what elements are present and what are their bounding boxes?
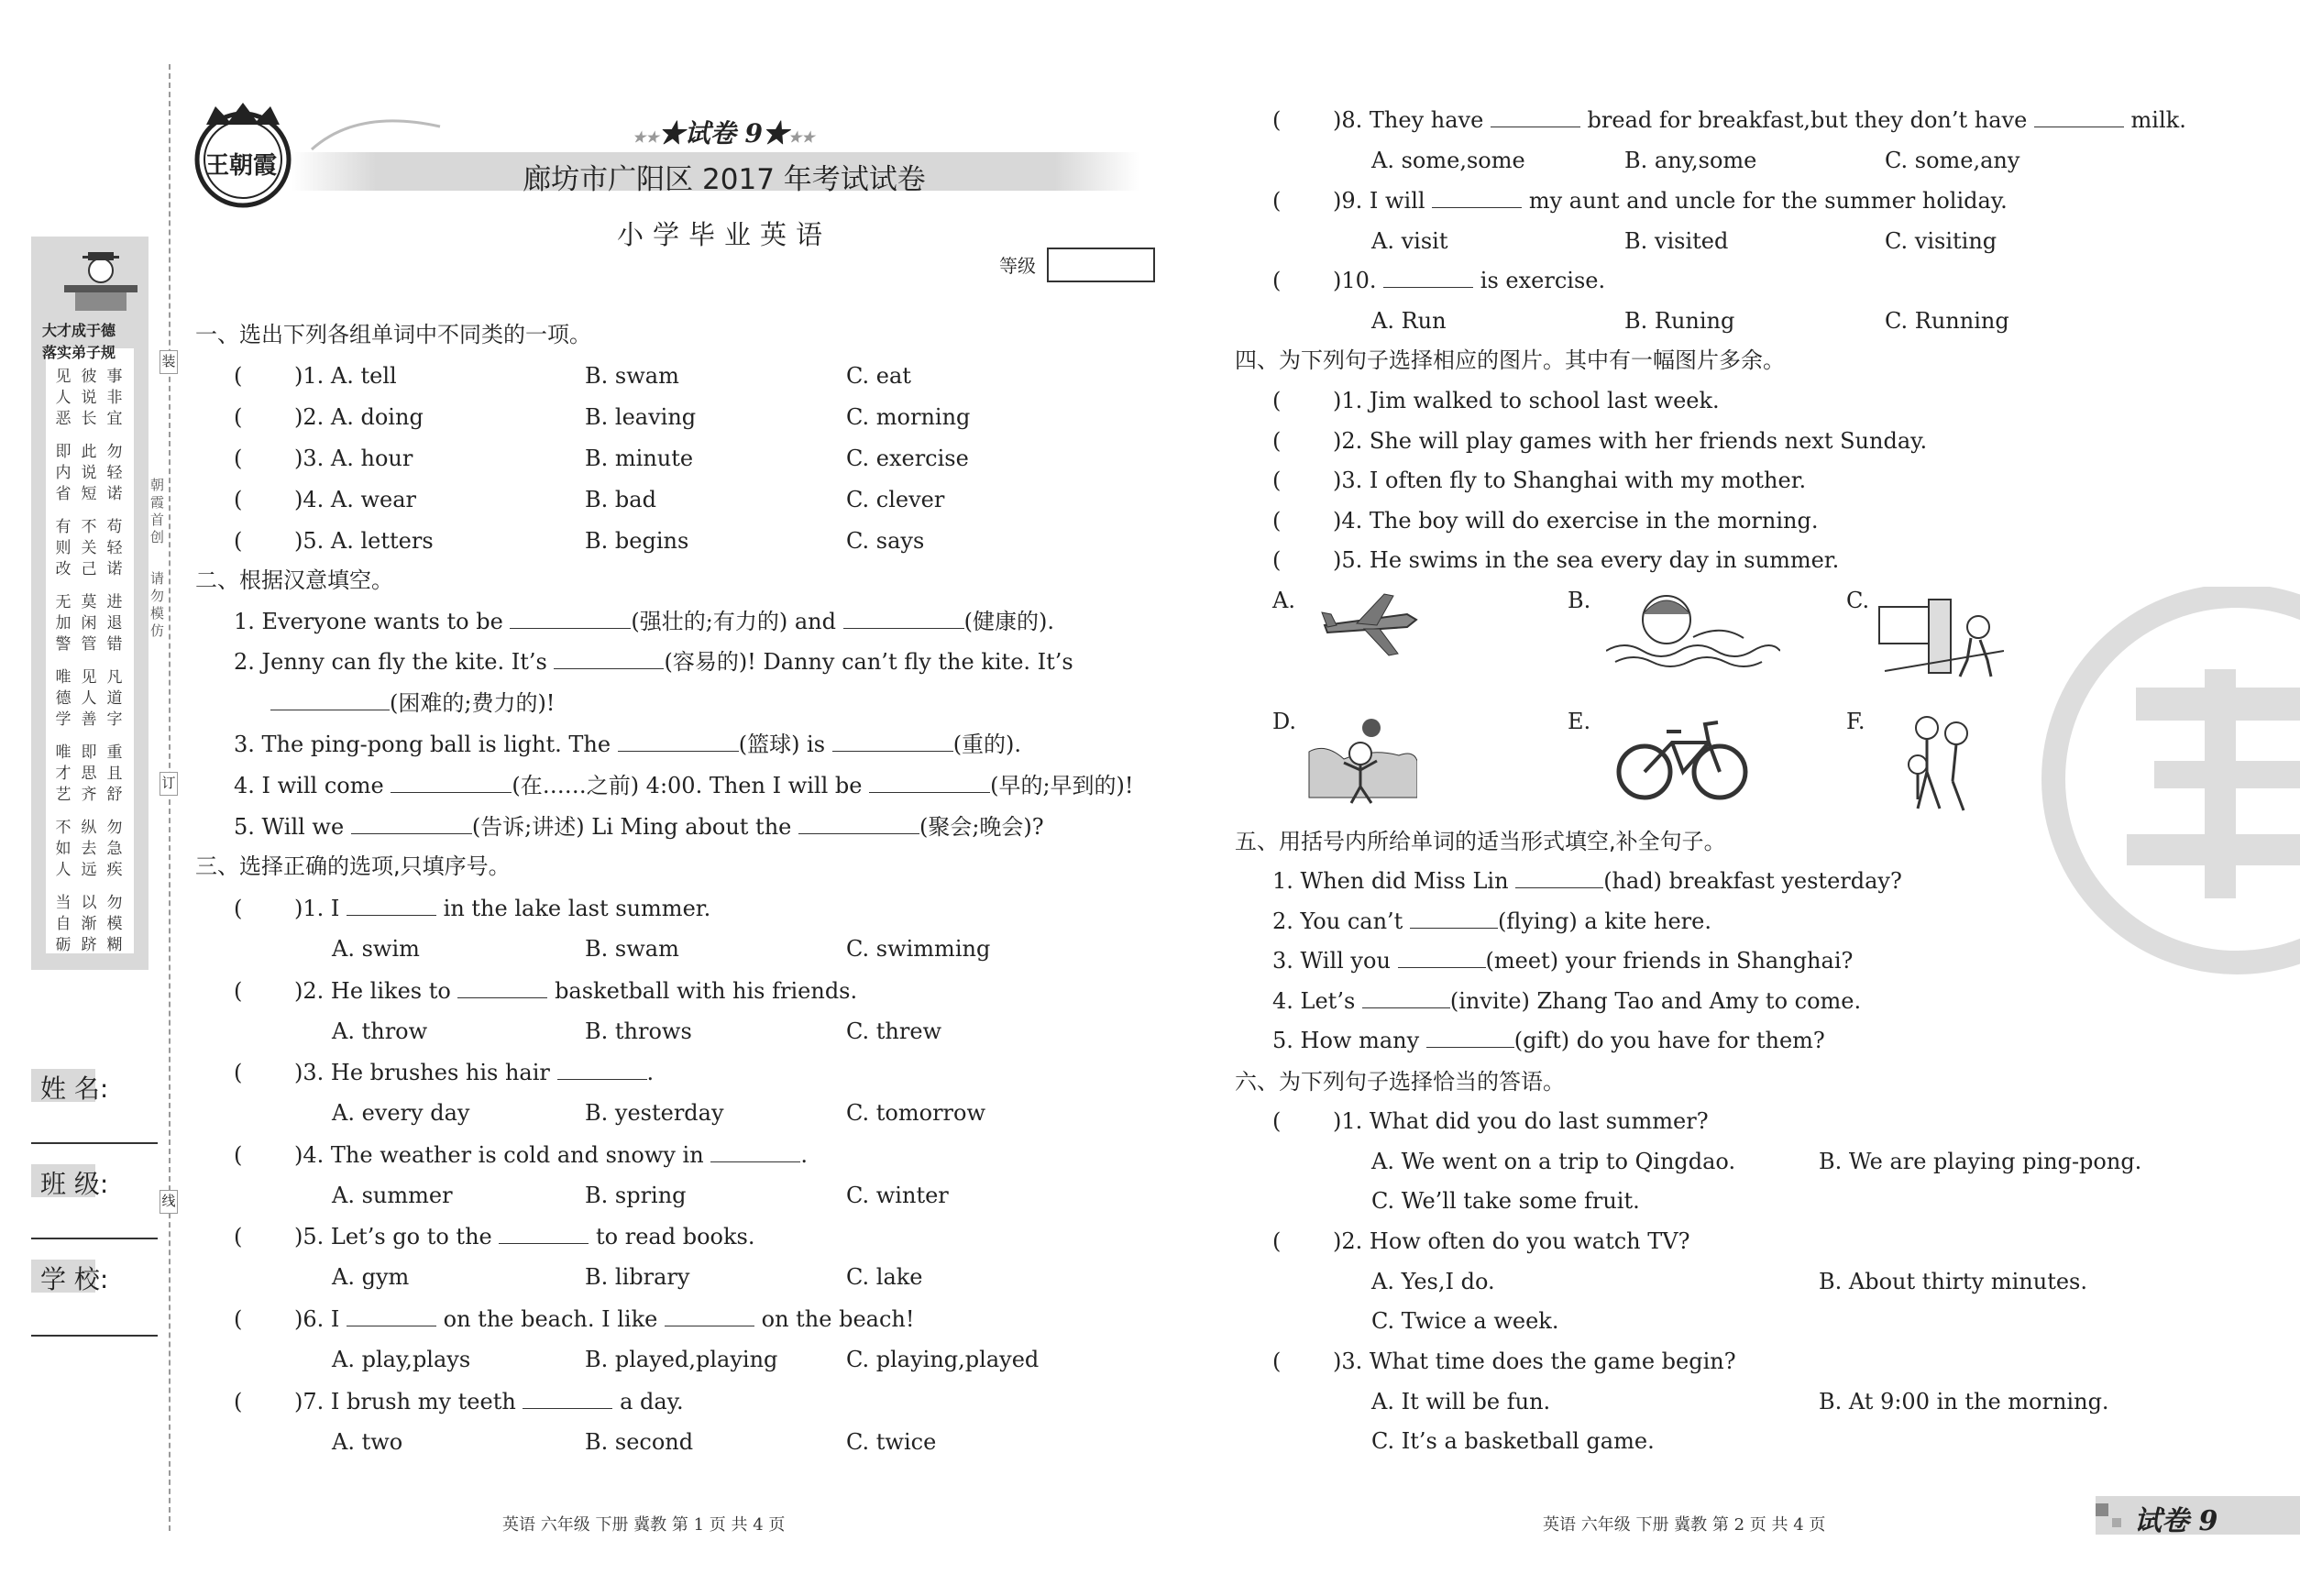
motto-column: 莫闲管 — [81, 593, 97, 654]
option-a: A. It will be fun. — [1371, 1389, 1551, 1414]
question-text: )1. What did you do last summer? — [1333, 1108, 1709, 1134]
option-c: C. morning — [846, 404, 971, 430]
answer-blank[interactable] — [499, 1223, 589, 1244]
section-5-heading: 五、用括号内所给单词的适当形式填空,补全句子。 — [1235, 829, 1726, 854]
bicycle-picture-icon — [1613, 706, 1751, 807]
option-a: A. play,plays — [332, 1347, 471, 1372]
option-c: C. Running — [1885, 308, 2009, 334]
option-b: B. At 9:00 in the morning. — [1819, 1389, 2109, 1414]
answer-paren[interactable]: ( — [234, 487, 243, 512]
option-a: A. visit — [1371, 227, 1448, 254]
answer-blank[interactable] — [1383, 267, 1473, 288]
question-text: to read books. — [589, 1224, 755, 1250]
exam-title: 廊坊市广阳区 2017 年考试试卷 — [523, 163, 926, 196]
question-text: They have — [1369, 107, 1491, 133]
answer-blank[interactable] — [510, 608, 631, 629]
motto-column: 唯德学 — [55, 668, 72, 729]
school-input-line[interactable] — [31, 1335, 158, 1337]
fill-sentence-2: 2. Jenny can fly the kite. It’s (容易的)! Danny can’t fly the kite. It’s — [234, 649, 1073, 675]
option-c: C. It’s a basketball game. — [1371, 1428, 1655, 1454]
secret-seal-watermark-icon — [2026, 587, 2300, 1008]
option-b: B. begins — [585, 528, 689, 554]
answer-blank[interactable] — [1491, 106, 1580, 127]
footer-left: 英语 六年级 下册 冀教 第 1 页 共 4 页 — [502, 1515, 786, 1535]
option-a: A. Run — [1371, 308, 1447, 334]
answer-blank[interactable] — [347, 1305, 436, 1326]
question-number: )5. — [294, 1224, 325, 1250]
motto-column: 勿轻诺 — [106, 443, 123, 503]
question-text: )1. Jim walked to school last week. — [1333, 388, 1720, 413]
motto-line-2: 落实弟子规 — [42, 344, 116, 361]
motto-column: 见人善 — [81, 668, 97, 729]
fill-sentence — [1272, 947, 1853, 974]
answer-paren[interactable]: ( — [1272, 187, 1282, 214]
question-number: )4. — [294, 1141, 325, 1168]
section-6-heading: 六、为下列句子选择恰当的答语。 — [1235, 1069, 1565, 1095]
ribbon-ornament-icon — [303, 99, 449, 154]
motto-column: 纵去远 — [81, 819, 97, 879]
question-text: (had) breakfast yesterday? — [1603, 868, 1902, 894]
motto-column: 勿急疾 — [106, 819, 123, 879]
option-b: B. library — [585, 1264, 690, 1291]
answer-paren[interactable]: ( — [234, 1224, 243, 1250]
answer-blank[interactable] — [391, 772, 512, 793]
question-text: bread for breakfast,but they don’t have — [1579, 107, 2034, 133]
question-number: )10. — [1333, 268, 1377, 293]
section-1-heading: 一、选出下列各组单词中不同类的一项。 — [195, 322, 591, 347]
question-number: )3. — [294, 446, 325, 471]
question-text: )5. He swims in the sea every day in summer. — [1333, 547, 1840, 574]
fill-sentence — [1272, 867, 1902, 895]
swimmer-picture-icon — [1606, 587, 1780, 669]
question-row — [234, 1305, 915, 1333]
option-b: B. yesterday — [585, 1100, 724, 1127]
section-4-heading: 四、为下列句子选择相应的图片。其中有一幅图片多余。 — [1235, 347, 1785, 373]
motto-column: 有则改 — [55, 518, 72, 578]
motto-column: 唯才艺 — [55, 743, 72, 804]
question-text: (gift) do you have for them? — [1513, 1028, 1825, 1054]
answer-paren[interactable]: ( — [234, 896, 243, 921]
class-label: 班 级: — [40, 1169, 109, 1199]
motto-column: 不关己 — [81, 518, 97, 578]
question-row — [1272, 507, 1818, 534]
question-row — [1272, 387, 1720, 414]
answer-blank[interactable] — [1515, 867, 1603, 888]
question-row — [234, 1223, 754, 1250]
option-b: B. leaving — [585, 404, 697, 430]
question-row — [1272, 546, 1839, 574]
answer-blank[interactable] — [2034, 106, 2124, 127]
answer-paren[interactable]: ( — [1272, 507, 1282, 534]
answer-blank[interactable] — [351, 813, 472, 834]
answer-paren[interactable]: ( — [1272, 547, 1282, 574]
question-number: )2. — [294, 404, 325, 430]
answer-blank[interactable] — [1398, 947, 1486, 968]
option-c: C. lake — [846, 1264, 923, 1291]
option-c: C. says — [846, 528, 925, 554]
pic-label-f: F. — [1846, 709, 1865, 734]
name-input-line[interactable] — [31, 1142, 158, 1144]
motto-column: 事非宜 — [106, 368, 123, 428]
motto-column: 以渐跻 — [81, 894, 97, 954]
scholar-illustration-icon — [55, 243, 147, 316]
question-number: )4. — [294, 487, 325, 512]
motto-column: 不如人 — [55, 819, 72, 879]
grade-label: 等级 — [999, 255, 1036, 277]
option-b: B. Runing — [1624, 308, 1735, 334]
option-a: A. every day — [332, 1100, 470, 1127]
question-text: 1. When did Miss Lin — [1272, 868, 1516, 894]
question-text: )4. The boy will do exercise in the morning. — [1333, 507, 1819, 534]
answer-paren[interactable]: ( — [1272, 388, 1282, 413]
exercise-picture-icon — [1307, 715, 1417, 807]
question-text: 2. You can’t — [1272, 908, 1410, 934]
option-c: C. Twice a week. — [1371, 1308, 1559, 1334]
question-text: is exercise. — [1473, 268, 1606, 293]
motto-column: 苟轻诺 — [106, 518, 123, 578]
fill-sentence — [1272, 987, 1861, 1015]
seal-label: 装 — [160, 350, 178, 374]
footer-paper-tag: 试卷 9 — [2134, 1505, 2218, 1537]
option-b: B. About thirty minutes. — [1819, 1269, 2087, 1294]
question-text: )3. I often fly to Shanghai with my mother. — [1333, 468, 1807, 494]
motto-column: 此说短 — [81, 443, 97, 503]
option-b: B. throws — [585, 1018, 692, 1044]
answer-blank[interactable] — [869, 772, 990, 793]
option-c: C. tomorrow — [846, 1100, 986, 1127]
pic-label-e: E. — [1568, 709, 1591, 734]
question-row — [234, 403, 424, 431]
question-text: 3. Will you — [1272, 948, 1398, 974]
class-input-line[interactable] — [31, 1238, 158, 1239]
exam-subtitle: 小学毕业英语 — [616, 219, 831, 250]
question-text: my aunt and uncle for the summer holiday. — [1522, 187, 2008, 214]
question-text: I — [330, 1306, 347, 1332]
option-a: A. doing — [330, 404, 424, 430]
question-text: (invite) Zhang Tao and Amy to come. — [1449, 987, 1862, 1014]
grade-box[interactable] — [1047, 248, 1155, 282]
question-row — [234, 445, 413, 472]
answer-paren[interactable]: ( — [1272, 268, 1282, 293]
answer-paren[interactable]: ( — [1272, 468, 1282, 494]
option-a: A. throw — [332, 1018, 428, 1044]
option-b: B. any,some — [1624, 148, 1757, 173]
school-label: 学 校: — [40, 1264, 109, 1294]
question-text: . — [800, 1141, 808, 1168]
answer-blank[interactable] — [618, 731, 739, 752]
question-row — [234, 1059, 654, 1086]
answer-paren[interactable]: ( — [234, 1388, 243, 1414]
motto-column: 当自砺 — [55, 894, 72, 954]
option-a: A. wear — [330, 487, 417, 512]
question-row — [1272, 187, 2008, 215]
option-a: A. Yes,I do. — [1371, 1269, 1495, 1294]
question-number: )9. — [1333, 187, 1363, 214]
question-row — [1272, 106, 2186, 134]
children-playing-picture-icon — [1899, 708, 1982, 818]
question-number: )8. — [1333, 107, 1363, 133]
option-c: C. swimming — [846, 936, 991, 962]
option-c: C. We’ll take some fruit. — [1371, 1188, 1640, 1214]
answer-paren[interactable]: ( — [1272, 1228, 1282, 1254]
fill-sentence — [1272, 908, 1711, 935]
motto-column: 进退错 — [106, 593, 123, 654]
answer-paren[interactable]: ( — [1272, 107, 1282, 133]
section-3-heading: 三、选择正确的选项,只填序号。 — [195, 853, 511, 879]
question-text: on the beach! — [754, 1306, 915, 1332]
answer-blank[interactable] — [843, 608, 964, 629]
answer-paren[interactable]: ( — [234, 363, 243, 389]
question-text: )2. How often do you watch TV? — [1333, 1228, 1690, 1254]
answer-paren[interactable]: ( — [1272, 1348, 1282, 1374]
option-c: C. playing,played — [846, 1347, 1040, 1372]
logo-text: 王朝霞 — [205, 152, 278, 180]
question-number: )3. — [294, 1060, 325, 1086]
option-a: A. We went on a trip to Qingdao. — [1371, 1149, 1736, 1174]
motto-column: 无加警 — [55, 593, 72, 654]
question-number: )2. — [294, 977, 325, 1004]
question-row — [1272, 467, 1806, 494]
answer-blank[interactable] — [1410, 908, 1498, 929]
question-text: He brushes his hair — [330, 1060, 557, 1086]
question-row — [234, 362, 397, 390]
option-c: C. threw — [846, 1018, 942, 1044]
option-b: B. second — [585, 1428, 694, 1455]
question-text: He likes to — [330, 977, 458, 1004]
answer-paren[interactable]: ( — [234, 1141, 243, 1168]
option-c: C. exercise — [846, 446, 969, 471]
pic-label-a: A. — [1272, 588, 1295, 613]
question-text: I brush my teeth — [330, 1388, 523, 1414]
fill-sentence-3: 3. The ping-pong ball is light. The (篮球) is (重的). — [234, 732, 1022, 757]
option-b: B. We are playing ping-pong. — [1819, 1149, 2142, 1174]
motto-column: 凡道字 — [106, 668, 123, 729]
option-b: B. played,playing — [585, 1347, 778, 1372]
answer-blank[interactable] — [798, 813, 919, 834]
question-text: The weather is cold and snowy in — [330, 1141, 711, 1168]
answer-paren[interactable]: ( — [1272, 1108, 1282, 1134]
footer-square — [2096, 1503, 2108, 1516]
question-row — [234, 1388, 684, 1415]
answer-paren[interactable]: ( — [1272, 427, 1282, 454]
option-b: B. spring — [585, 1182, 687, 1208]
option-b: B. swam — [585, 363, 679, 389]
name-label: 姓 名: — [40, 1073, 109, 1104]
answer-blank[interactable] — [457, 977, 547, 998]
option-a: A. tell — [330, 363, 397, 389]
airplane-picture-icon — [1320, 587, 1421, 660]
option-a: A. hour — [330, 446, 413, 471]
answer-blank[interactable] — [554, 648, 664, 669]
question-row — [234, 977, 857, 1005]
fill-sentence-4: 4. I will come (在……之前) 4:00. Then I will be (早的;早到的)! — [234, 773, 1134, 798]
question-row — [1272, 1348, 1736, 1375]
question-number: )1. — [294, 896, 325, 921]
paper-tag: ★★★试卷 9★★★ — [633, 118, 815, 149]
question-number: )6. — [294, 1306, 325, 1332]
option-c: C. some,any — [1885, 148, 2020, 173]
answer-paren[interactable]: ( — [234, 1306, 243, 1332]
question-text: Let’s go to the — [330, 1224, 500, 1250]
answer-paren[interactable]: ( — [234, 528, 243, 554]
motto-column: 即内省 — [55, 443, 72, 503]
motto-column: 彼说长 — [81, 368, 97, 428]
question-text: )2. She will play games with her friends next Sunday. — [1333, 427, 1928, 454]
question-row — [1272, 1227, 1689, 1255]
question-row — [234, 486, 416, 513]
pic-label-d: D. — [1272, 709, 1297, 734]
footer-square — [2112, 1518, 2121, 1527]
question-row — [1272, 427, 1927, 455]
side-note-1: 朝霞首创 — [150, 477, 165, 545]
answer-blank[interactable] — [523, 1388, 612, 1409]
fill-sentence-1: 1. Everyone wants to be (强壮的;有力的) and (健康的). — [234, 609, 1054, 634]
question-number: )5. — [294, 528, 325, 554]
question-text: . — [646, 1060, 655, 1086]
option-a: A. gym — [332, 1264, 410, 1291]
option-b: B. visited — [1624, 227, 1729, 254]
option-a: A. two — [332, 1428, 403, 1455]
question-text: a day. — [612, 1388, 684, 1414]
answer-blank[interactable] — [347, 895, 436, 916]
answer-blank[interactable] — [832, 731, 953, 752]
question-text: (meet) your friends in Shanghai? — [1485, 948, 1854, 974]
question-text: (flying) a kite here. — [1497, 908, 1711, 934]
option-a: A. summer — [332, 1182, 453, 1208]
section-2-heading: 二、根据汉意填空。 — [195, 567, 393, 593]
option-a: A. some,some — [1371, 148, 1525, 173]
option-c: C. twice — [846, 1428, 937, 1455]
pic-label-b: B. — [1568, 588, 1591, 613]
answer-blank[interactable] — [710, 1141, 800, 1162]
question-number: )7. — [294, 1388, 325, 1414]
question-text: in the lake last summer. — [436, 896, 711, 921]
seal-label: 线 — [160, 1190, 178, 1214]
option-b: B. bad — [585, 487, 656, 512]
answer-blank[interactable] — [665, 1305, 754, 1326]
answer-paren[interactable]: ( — [234, 404, 243, 430]
option-a: A. letters — [330, 528, 434, 554]
answer-paren[interactable]: ( — [234, 446, 243, 471]
answer-blank[interactable] — [270, 689, 390, 710]
pic-label-c: C. — [1846, 588, 1870, 613]
option-b: B. swam — [585, 936, 679, 962]
fill-sentence-5: 5. Will we (告诉;讲述) Li Ming about the (聚会;晚会)? — [234, 814, 1044, 840]
answer-blank[interactable] — [1362, 987, 1450, 1008]
question-text: 4. Let’s — [1272, 987, 1362, 1014]
option-a: A. swim — [332, 936, 420, 962]
question-text: )3. What time does the game begin? — [1333, 1348, 1736, 1374]
motto-column: 见人恶 — [55, 368, 72, 428]
question-text: basketball with his friends. — [547, 977, 858, 1004]
option-c: C. clever — [846, 487, 945, 512]
fill-sentence-2-cont: (困难的;费力的)! — [270, 689, 555, 717]
walking-to-school-picture-icon — [1876, 596, 2004, 680]
question-text: 5. How many — [1272, 1028, 1426, 1054]
question-text: I — [330, 896, 347, 921]
answer-blank[interactable] — [1432, 187, 1522, 208]
motto-line-1: 大才成于德 — [42, 322, 116, 339]
answer-paren[interactable]: ( — [234, 977, 243, 1004]
motto-column: 重且舒 — [106, 743, 123, 804]
question-row — [234, 895, 710, 922]
question-number: )1. — [294, 363, 325, 389]
answer-blank[interactable] — [557, 1059, 647, 1080]
seal-label: 订 — [160, 772, 178, 796]
option-b: B. minute — [585, 446, 694, 471]
question-text: milk. — [2123, 107, 2186, 133]
option-c: C. visiting — [1885, 227, 1997, 254]
question-row — [1272, 1107, 1709, 1135]
footer-right: 英语 六年级 下册 冀教 第 2 页 共 4 页 — [1543, 1515, 1826, 1535]
question-row — [234, 1141, 808, 1169]
question-text: I will — [1369, 187, 1433, 214]
side-note-2: 请勿模仿 — [150, 570, 165, 639]
fill-sentence — [1272, 1027, 1825, 1054]
motto-column: 即思齐 — [81, 743, 97, 804]
motto-column: 勿模糊 — [106, 894, 123, 954]
option-c: C. winter — [846, 1182, 949, 1208]
answer-blank[interactable] — [1426, 1027, 1514, 1048]
answer-paren[interactable]: ( — [234, 1060, 243, 1086]
binding-line — [169, 64, 171, 1531]
question-row — [234, 527, 434, 555]
question-text: on the beach. I like — [436, 1306, 665, 1332]
option-c: C. eat — [846, 363, 911, 389]
question-row — [1272, 267, 1605, 294]
